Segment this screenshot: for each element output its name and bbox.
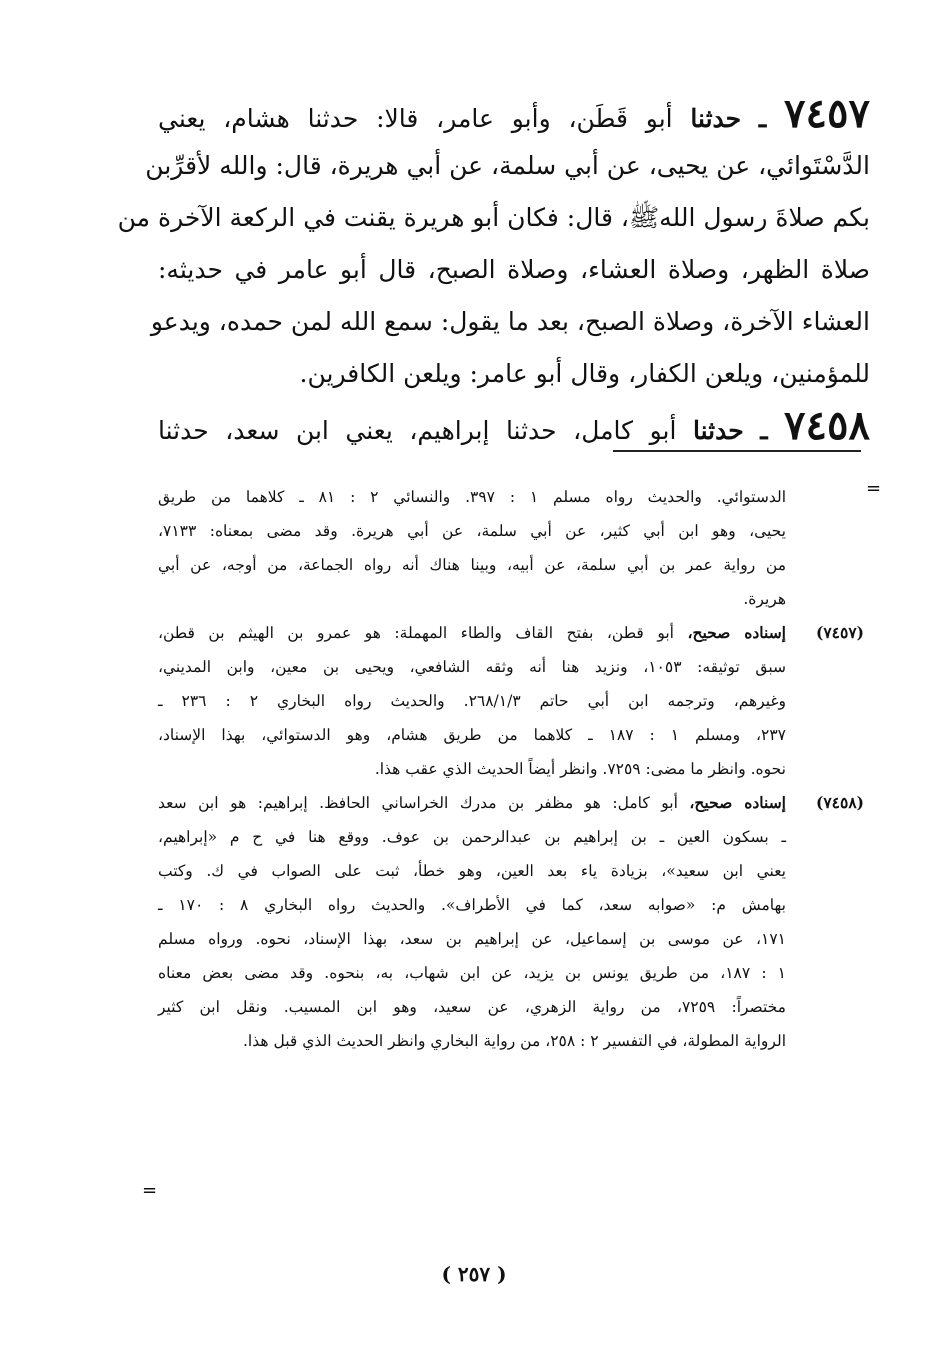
narration-verb: حدثنا: [692, 416, 744, 445]
page-number: ( ٢٥٧ ): [441, 1262, 507, 1286]
footnote-line: بهامش م: «صوابه سعد، كما في الأطراف». والحديث رواه البخاري ٨ : ١٧٠ ـ: [158, 896, 786, 914]
dash: ـ: [760, 416, 768, 445]
text-line: صلاة الظهر، وصلاة العشاء، وصلاة الصبح، قال أبو عامر في حديثه:: [158, 255, 870, 284]
footnote-line: الدستوائي. والحديث رواه مسلم ١ : ٣٩٧. والنسائي ٢ : ٨١ ـ كلاهما من طريق: [158, 488, 787, 506]
footnote-line: سبق توثيقه: ١٠٥٣، ونزيد هنا أنه وثقه الشافعي، ويحيى بن معين، وابن المديني،: [158, 658, 786, 676]
footnote-ref: (٧٤٥٨): [816, 793, 864, 812]
grading: إسناده صحيح،: [687, 623, 786, 642]
footnote-7458-line-1: [158, 786, 864, 820]
footnote-divider: [613, 450, 861, 452]
footnote-line: وغيرهم، وترجمه ابن أبي حاتم ٢٦٨/١/٣. والحديث رواه البخاري ٢ : ٢٣٦ ـ: [158, 692, 787, 710]
hadith-number: ٧٤٥٨: [784, 402, 870, 449]
text: أبو قَطَن، وأبو عامر، قالا: حدثنا هشام، يعني: [158, 104, 673, 133]
footnote-7457-line-1: [158, 616, 864, 650]
text-line: الدَّسْتَوائي، عن يحيى، عن أبي سلمة، عن أبي هريرة، قال: والله لأقرِّبن: [145, 151, 870, 180]
continuation-mark: =: [866, 478, 882, 499]
footnote-line: ـ بسكون العين ـ بن إبراهيم بن عبدالرحمن بن عوف. ووقع هنا في ح م «إبراهيم،: [158, 828, 786, 846]
text-line: العشاء الآخرة، وصلاة الصبح، بعد ما يقول: سمع الله لمن حمده، ويدعو: [150, 307, 870, 336]
footnote-line: من رواية عمر بن أبي سلمة، عن أبيه، وبينا هناك أنه رواه الجماعة، من أوجه، عن أبي: [158, 556, 786, 574]
main-text: [117, 88, 870, 452]
footnote-ref: (٧٤٥٧): [816, 623, 864, 642]
text-line: بكم صلاةَ رسول اللهﷺ، قال: فكان أبو هريرة يقنت في الركعة الآخرة من: [117, 203, 870, 232]
footnote-line: هريرة.: [743, 590, 786, 608]
footnote-line: الرواية المطولة، في التفسير ٢ : ٢٥٨، من رواية البخاري وانظر الحديث الذي قبل هذا.: [243, 1032, 786, 1050]
text: أبو كامل: هو مظفر بن مدرك الخراساني الحافظ. إبراهيم: هو ابن سعد: [158, 794, 678, 812]
text: أبو كامل، حدثنا إبراهيم، يعني ابن سعد، حدثنا: [158, 416, 677, 445]
footnotes: [158, 480, 864, 1058]
footnote-line: يحيى، وهو ابن أبي كثير، عن أبي سلمة، عن أبي هريرة. وقد مضى بمعناه: ٧١٣٣،: [158, 522, 786, 540]
footnote-line: ١٧١، عن موسى بن إسماعيل، عن إبراهيم بن سعد، بهذا الإسناد، نحوه. ورواه مسلم: [158, 930, 786, 948]
footnote-line: يعني ابن سعيد»، بزيادة ياء بعد العين، وهو خطأ، ثبت على الصواب في ك. وكتب: [158, 862, 786, 880]
grading: إسناده صحيح،: [689, 793, 786, 812]
hadith-7457-line-1: [158, 88, 870, 140]
footnote-line: نحوه. وانظر ما مضى: ٧٢٥٩. وانظر أيضاً الحديث الذي عقب هذا.: [374, 760, 786, 778]
dash: ـ: [758, 104, 767, 133]
footnote-line: ٢٣٧، ومسلم ١ : ١٨٧ ـ كلاهما من طريق هشام، وهو الدستوائي، بهذا الإسناد،: [158, 726, 787, 744]
footnote-line: مختصراً: ٧٢٥٩، من رواية الزهري، عن سعيد، وهو ابن المسيب. ونقل ابن كثير: [158, 998, 786, 1016]
text: أبو قطن، بفتح القاف والطاء المهملة: هو عمرو بن الهيثم بن قطن،: [158, 624, 674, 642]
footnote-line: ١ : ١٨٧، من طريق يونس بن يزيد، عن ابن شهاب، به، بنحوه. وقد مضى بعض معناه: [158, 964, 786, 982]
narration-verb: حدثنا: [690, 104, 742, 133]
hadith-number: ٧٤٥٧: [784, 90, 870, 137]
text-line: للمؤمنين، ويلعن الكفار، وقال أبو عامر: ويلعن الكافرين.: [299, 359, 870, 388]
continuation-mark: =: [142, 1180, 158, 1201]
hadith-7458-line-1: [158, 400, 870, 452]
